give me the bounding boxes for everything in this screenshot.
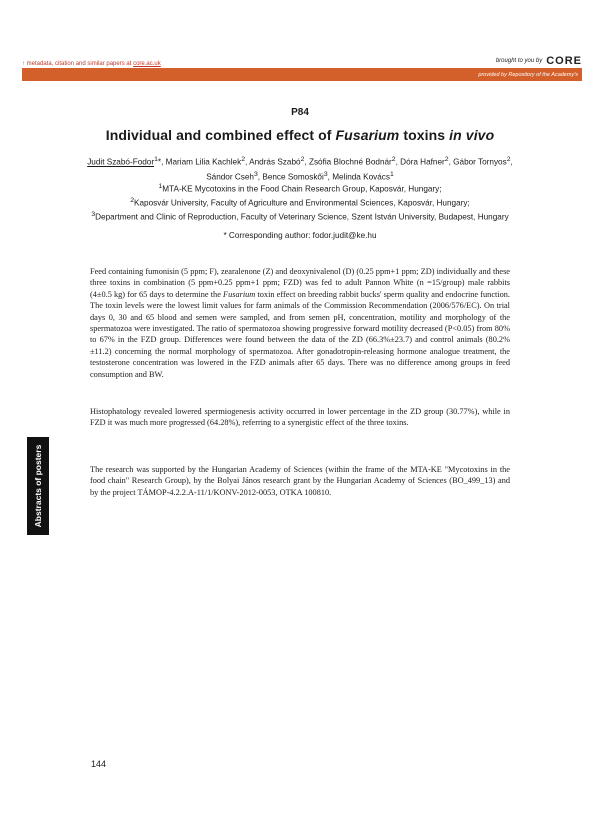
poster-id: P84 [291,107,309,118]
side-tab-label: Abstracts of posters [33,444,43,528]
author: Melinda Kovács [332,172,390,182]
author-sup: 2 [391,156,396,163]
core-top-text: metadata, citation and similar papers at [26,61,132,67]
affiliation-list [80,181,520,224]
title-part1: Individual and combined effect of [105,127,336,143]
section-side-tab [27,437,49,535]
abstract-paragraph-1 [90,266,510,380]
author: Bence Somoskői [262,172,324,182]
affiliation-sup: 1 [158,183,163,190]
core-provided-by[interactable]: provided by Repository of the Academy's [478,72,578,78]
author-sup: 2 [300,156,305,163]
page-number: 144 [91,759,107,769]
author: Sándor Cseh [206,172,254,182]
author-sup: 2 [241,156,246,163]
affiliation [80,181,520,195]
corresponding-author: * Corresponding author: fodor.judit@ke.hu [223,231,377,240]
author-sup: 3 [253,170,258,178]
page-title [0,127,600,143]
title-part2: toxins [399,127,450,143]
affiliation-text: MTA-KE Mycotoxins in the Food Chain Research Group, Kaposvár, Hungary; [162,184,442,194]
abstract-paragraph-2: Histophatology revealed lowered spermiogenesis activity occurred in lower percentage in the ZD group (30.77%), while in FZD it was much more progressed (64.28%), referring to a synergistic effect of the three toxins. [90,407,510,428]
core-logo[interactable] [546,55,582,67]
p1-a: Feed containing fumonisin (5 ppm; F), zearalenone (Z) and deoxynivalenol (D) (0.25 ppm+1 ppm; ZD) individually and these three toxins in combination (5 ppm+0.25 ppm+1 ppm; FZD) was fed to adult Pannon White (n =15/group) male rabbits (4±0.5 kg) for 65 days to determine the [90,267,510,299]
affiliation [80,195,520,209]
affiliation [80,209,520,223]
core-brought-text: brought to you by [495,58,543,64]
core-metadata-link [22,61,161,67]
affiliation-text: Kaposvár University, Faculty of Agriculture and Environmental Sciences, Kaposvár, Hungary; [134,198,470,208]
core-link[interactable]: core.ac.uk [133,61,161,67]
author-sup: 3 [323,170,328,178]
author-first-star: * [157,157,162,167]
affiliation-sup: 2 [130,197,135,205]
author-sup: 1 [389,170,394,178]
author: Mariam Lilia Kachlek [165,157,242,167]
arrow-icon: ↑ [22,61,25,67]
author: Gábor Tornyos [453,157,507,167]
author-sup: 2 [506,156,511,163]
author: Zsófia Blochné Bodnár [308,157,392,167]
acknowledgement-paragraph: The research was supported by the Hungarian Academy of Sciences (within the frame of the MTA-KE "Mycotoxins in the food chain" Research Group), by the Bolyai János research grant by the Hungarian Academy of Sciences (BO_499_13) and by the project TÁMOP-4.2.2.A-11/1/KONV-2012-0053, OTKA 100810. [90,465,510,497]
author: András Szabó [249,157,301,167]
affiliation-sup: 3 [91,211,96,219]
title-italic2: in vivo [449,127,495,143]
title-italic1: Fusarium [335,127,400,143]
core-brought-by [496,55,582,67]
author: Dóra Hafner [400,157,445,167]
p1-italic: Fusarium [223,289,256,299]
p1-b: toxin effect on breeding rabbit bucks' sperm quality and endocrine function. The toxin levels were the lowest limit values for farm animals of the Commission Recommendation (2006/576/EC). On trial days 0, 30 and 65 blood and semen were sampled, and from semen pH, concentration, motility and morphology of the spermatozoa were investigated. The ratio of spermatozoa showing progressive forward motility decreased (P<0.05) from 80% to 67% in the FZD group. Differences were found between the data of the ZD (66.3%±23.7) and control animals (80.2%±11.2) concerning the normal morphology of spermatozoa. After gonadotropin-releasing hormone analogue treatment, the testosterone concentration was lowered in the FZD animals after 65 days. There was no difference among groups in feed consumption and BW. [90,289,510,379]
author-sup: 2 [444,156,449,163]
affiliation-text: Department and Clinic of Reproduction, Faculty of Veterinary Science, Szent István University, Budapest, Hungary [95,213,509,223]
author-first: Judit Szabó-Fodor [87,157,155,167]
core-logo-text: CORE [546,55,582,67]
author-first-sup: 1 [154,156,158,163]
author-list: Judit Szabó-Fodor$^1$*, Mariam Lilia Kachlek$^2$, András Szabó$^2$, Zsófia Blochné Bodnár$^2$, Dóra Hafner$^2$, Gábor Tornyos$^2$, Sándor Cseh$^3$, Bence Somoskői$^3$, Melinda Kovács$^1$ [87,156,513,182]
